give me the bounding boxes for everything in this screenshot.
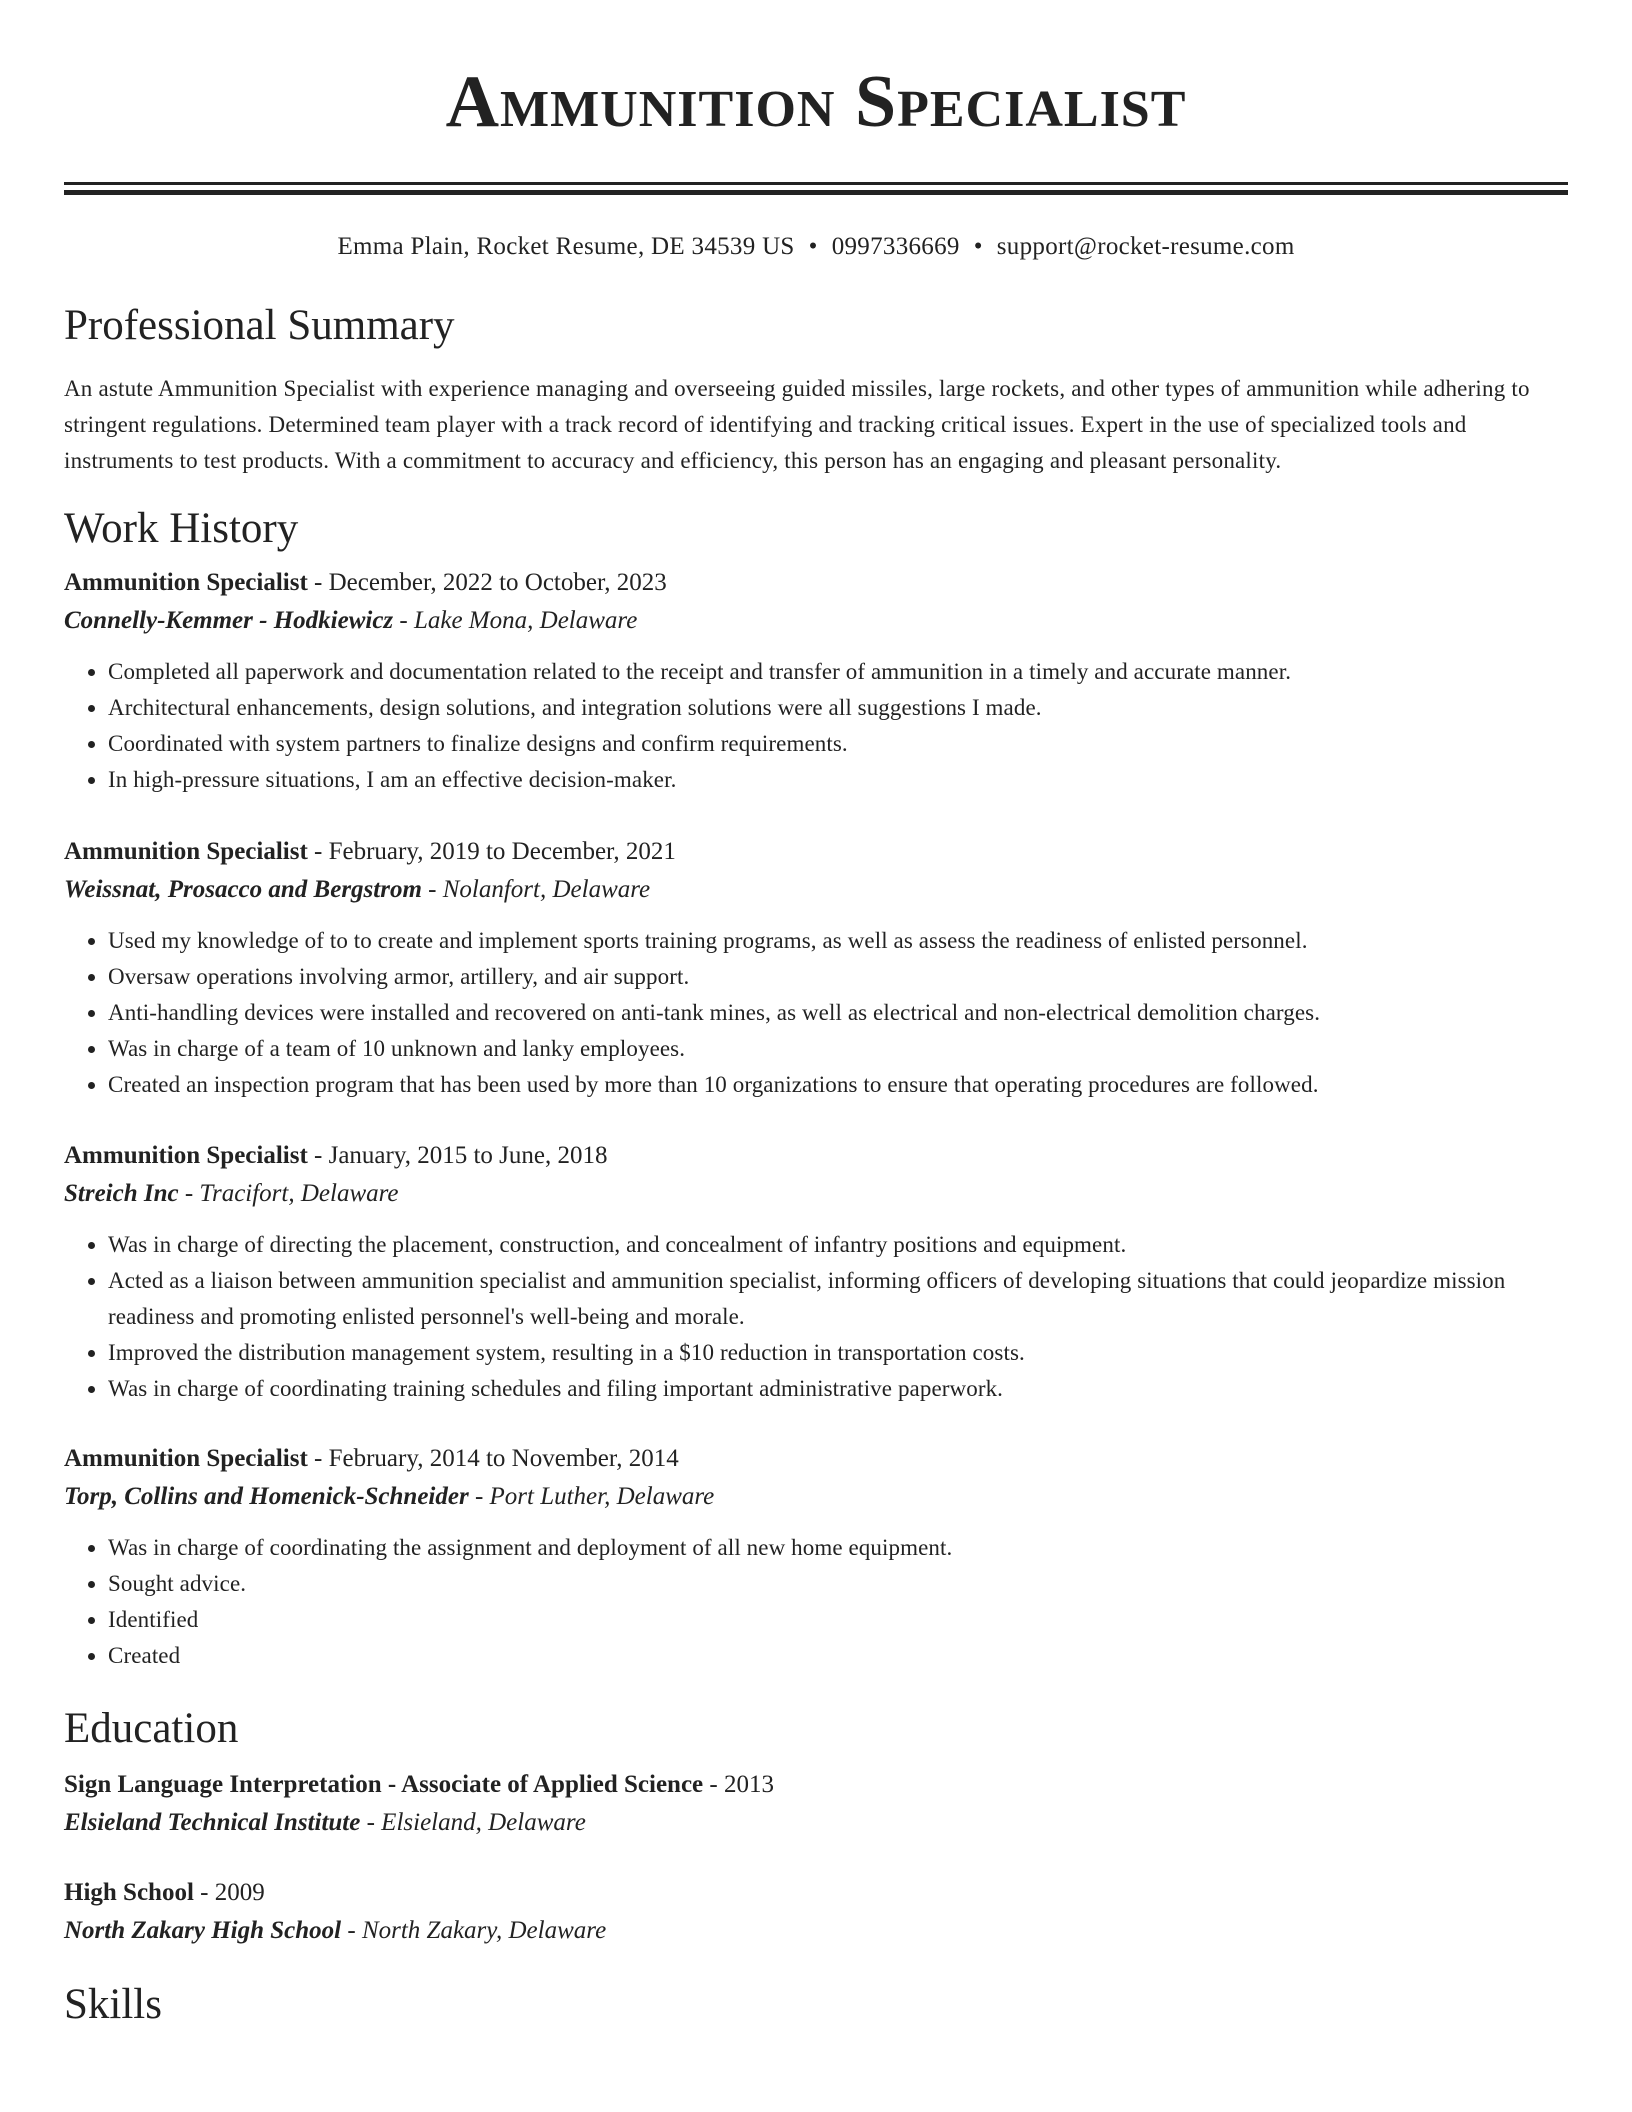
job-entry: [64, 564, 1568, 798]
education-institution: [64, 1804, 1568, 1842]
job-location: - Tracifort, Delaware: [178, 1180, 399, 1207]
education-heading: Education: [64, 1705, 239, 1752]
education-header: [64, 1766, 1568, 1804]
job-bullet: • Architectural enhancements, design solutions, and integration solutions were all suggestions I made.: [108, 690, 1568, 726]
job-employer: [64, 871, 1568, 909]
education-degree: Sign Language Interpretation - Associate of Applied Science: [64, 1771, 704, 1798]
job-header: [64, 1440, 1568, 1478]
job-bullet: • Sought advice.: [108, 1566, 1568, 1602]
job-title: Ammunition Specialist: [64, 1445, 308, 1472]
job-dates: - February, 2014 to November, 2014: [307, 1445, 679, 1472]
education-school: North Zakary High School: [64, 1917, 342, 1944]
work-history-list: [64, 564, 1568, 1674]
job-bullet-list: [64, 654, 1568, 798]
resume-page: [64, 0, 1568, 2030]
contact-email: support@rocket-resume.com: [996, 233, 1295, 260]
job-header: [64, 564, 1568, 602]
education-year: - 2009: [193, 1879, 265, 1906]
job-bullet: • Was in charge of coordinating the assignment and deployment of all new home equipment.: [108, 1530, 1568, 1566]
job-company: Torp, Collins and Homenick-Schneider: [64, 1483, 469, 1510]
job-company: Weissnat, Prosacco and Bergstrom: [64, 876, 422, 903]
job-header: [64, 833, 1568, 871]
job-bullet-list: [64, 1530, 1568, 1674]
job-company: Connelly-Kemmer - Hodkiewicz: [64, 607, 394, 634]
job-entry: [64, 1440, 1568, 1674]
job-title: Ammunition Specialist: [64, 569, 308, 596]
education-list: [64, 1766, 1568, 1950]
summary-heading: Professional Summary: [64, 302, 455, 349]
skills-heading: Skills: [64, 1981, 162, 2028]
job-title: Ammunition Specialist: [64, 1142, 308, 1169]
job-bullet-list: [64, 1227, 1568, 1407]
job-bullet: • Used my knowledge of to to create and implement sports training programs, as well as assess the readiness of enlisted personnel.: [108, 923, 1568, 959]
job-location: - Port Luther, Delaware: [468, 1483, 715, 1510]
job-bullet: • Improved the distribution management system, resulting in a $10 reduction in transportation costs.: [108, 1335, 1568, 1371]
education-degree: High School: [64, 1879, 194, 1906]
contact-phone: 0997336669: [831, 233, 960, 260]
job-dates: - January, 2015 to June, 2018: [307, 1142, 608, 1169]
job-bullet: • Acted as a liaison between ammunition specialist and ammunition specialist, informing officers of developing situations that could jeopardize mission readiness and promoting enlisted personnel's well-being and morale.: [108, 1263, 1568, 1335]
education-institution: [64, 1912, 1568, 1950]
job-entry: [64, 1137, 1568, 1407]
contact-separator: •: [808, 233, 818, 260]
summary-text: An astute Ammunition Specialist with experience managing and overseeing guided missiles, large rockets, and other types of ammunition while adhering to stringent regulations. Determined team player with a track record of identifying and tracking critical issues. Expert in the use of specialized tools and instruments to test products. With a commitment to accuracy and efficiency, this person has an engaging and pleasant personality.: [64, 376, 1530, 473]
job-bullet: • Was in charge of directing the placement, construction, and concealment of infantry positions and equipment.: [108, 1227, 1568, 1263]
contact-address: Emma Plain, Rocket Resume, DE 34539 US: [337, 233, 795, 260]
job-bullet: • Oversaw operations involving armor, artillery, and air support.: [108, 959, 1568, 995]
title-divider-thick: [64, 190, 1568, 195]
contact-line: [64, 231, 1568, 263]
job-bullet: • Identified: [108, 1602, 1568, 1638]
job-bullet: • Coordinated with system partners to finalize designs and confirm requirements.: [108, 726, 1568, 762]
job-bullet: • Was in charge of a team of 10 unknown and lanky employees.: [108, 1031, 1568, 1067]
job-bullet: • Was in charge of coordinating training schedules and filing important administrative paperwork.: [108, 1371, 1568, 1407]
job-bullet: • Completed all paperwork and documentation related to the receipt and transfer of ammunition in a timely and accurate manner.: [108, 654, 1568, 690]
job-location: - Lake Mona, Delaware: [393, 607, 638, 634]
job-bullet: • In high-pressure situations, I am an effective decision-maker.: [108, 762, 1568, 798]
education-school: Elsieland Technical Institute: [64, 1809, 361, 1836]
resume-title: Ammunition Specialist: [445, 61, 1187, 143]
job-dates: - December, 2022 to October, 2023: [307, 569, 667, 596]
job-bullet: • Created an inspection program that has been used by more than 10 organizations to ensure that operating procedures are followed.: [108, 1067, 1568, 1103]
job-company: Streich Inc: [64, 1180, 179, 1207]
job-employer: [64, 602, 1568, 640]
education-year: - 2013: [703, 1771, 774, 1798]
education-entry: [64, 1874, 1568, 1950]
job-dates: - February, 2019 to December, 2021: [307, 838, 676, 865]
education-location: - North Zakary, Delaware: [341, 1917, 607, 1944]
job-employer: [64, 1175, 1568, 1213]
contact-separator: •: [973, 233, 983, 260]
job-bullet-list: [64, 923, 1568, 1103]
education-location: - Elsieland, Delaware: [360, 1809, 586, 1836]
job-location: - Nolanfort, Delaware: [421, 876, 651, 903]
title-divider-thin: [64, 182, 1568, 185]
job-entry: [64, 833, 1568, 1103]
job-bullet: • Anti-handling devices were installed and recovered on anti-tank mines, as well as electrical and non-electrical demolition charges.: [108, 995, 1568, 1031]
job-header: [64, 1137, 1568, 1175]
job-bullet: • Created: [108, 1638, 1568, 1674]
education-entry: [64, 1766, 1568, 1842]
education-header: [64, 1874, 1568, 1912]
work-history-heading: Work History: [64, 505, 299, 552]
job-title: Ammunition Specialist: [64, 838, 308, 865]
job-employer: [64, 1478, 1568, 1516]
